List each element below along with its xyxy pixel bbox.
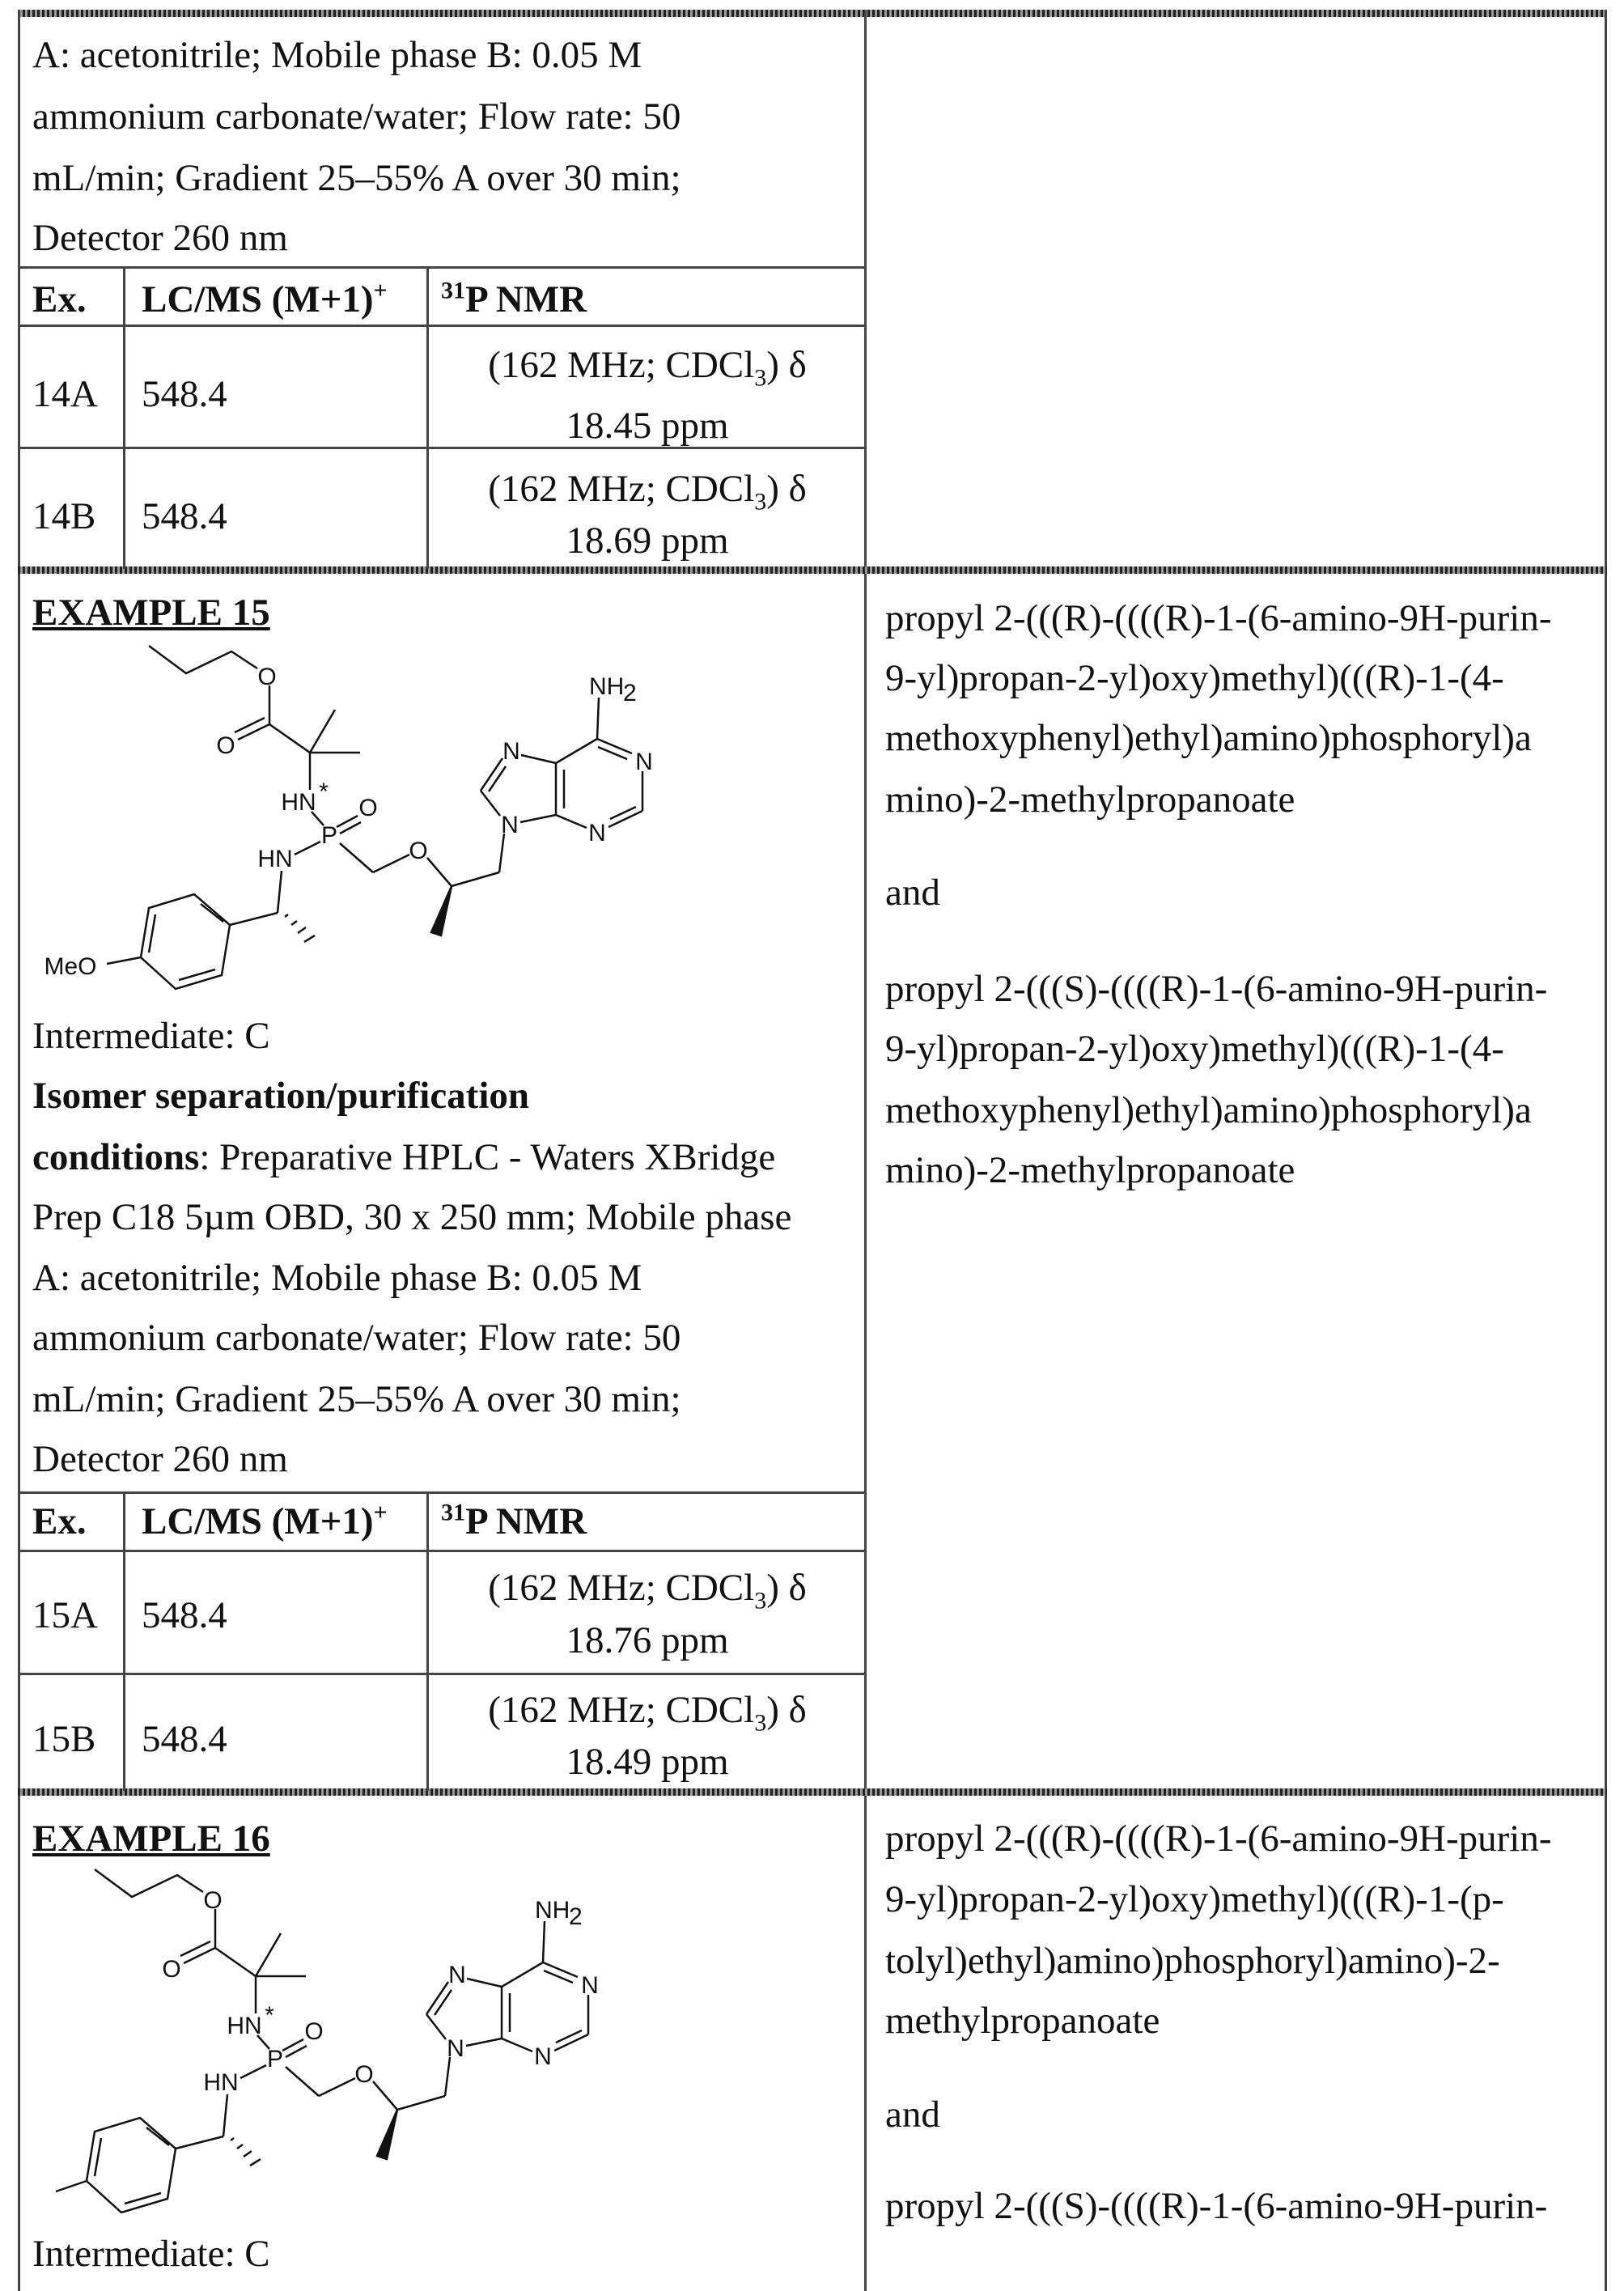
cell-ex: 15B [32,1709,95,1770]
conditions-text: : Preparative HPLC - Waters XBridge [199,1136,775,1178]
compound-name-line: propyl 2-(((S)-((((R)-1-(6-amino-9H-purin- [885,959,1547,1020]
atom-label: 2 [569,1903,583,1930]
atom-label: HN [281,789,316,816]
nmr-sub: 3 [754,488,766,515]
nmr-text: ) δ [766,1689,807,1731]
atom-label: NH [535,1897,570,1924]
atom-label: HN [203,2069,238,2096]
atom-label: N [534,2043,552,2070]
compound-name-line: propyl 2-(((R)-((((R)-1-(6-amino-9H-purin- [885,1809,1552,1869]
example-16-structure [56,1869,599,2213]
atom-label: HN [227,2013,261,2039]
table-right-border [1605,10,1607,2291]
compound-name-line: 9-yl)propan-2-yl)oxy)methyl)(((R)-1-(4- [885,1019,1504,1080]
conditions-line: A: acetonitrile; Mobile phase B: 0.05 M [32,1248,642,1309]
example-16-title: EXAMPLE 16 [32,1809,270,1869]
nmr-text: (162 MHz; CDCl [488,344,754,386]
atom-label: NH [589,673,624,700]
atom-label: P [267,2046,283,2073]
conditions-line: A: acetonitrile; Mobile phase B: 0.05 M [32,25,642,86]
conditions-line: Detector 260 nm [32,1429,288,1490]
atom-label: O [203,1887,222,1914]
cell-ex: 14A [32,364,98,425]
nmr-text: (162 MHz; CDCl [488,1567,754,1609]
conditions-line: mL/min; Gradient 25–55% A over 30 min; [32,148,681,209]
atom-label: O [216,732,235,759]
nmr-text: ) δ [766,344,807,386]
compound-name-line: methoxyphenyl)ethyl)amino)phosphoryl)a [885,1080,1532,1141]
conditions-line: Prep C18 5µm OBD, 30 x 250 mm; Mobile phase [32,1187,791,1248]
header-nmr-text: P NMR [465,278,587,320]
and-text: and [885,2085,940,2145]
compound-name-line: tolyl)ethyl)amino)phosphoryl)amino)-2- [885,1931,1500,1992]
nmr-text: ) δ [766,1567,807,1609]
nmr-sub: 3 [754,364,766,391]
atom-label: O [304,2018,323,2045]
atom-label: O [409,838,427,864]
atom-label: N [502,738,520,765]
nmr-sub: 3 [754,1709,766,1736]
cell-lcms: 548.4 [142,486,227,547]
compound-name-line: 9-yl)propan-2-yl)oxy)methyl)(((R)-1-(p- [885,1869,1504,1930]
atom-label: O [257,664,276,690]
nmr-text: (162 MHz; CDCl [488,1689,754,1731]
intermediate-label: Intermediate: C [32,2224,270,2285]
conditions-line: mL/min; Gradient 25–55% A over 30 min; [32,1369,681,1430]
conditions-line: Detector 260 nm [32,208,288,269]
cell-lcms: 548.4 [142,1585,227,1646]
header-nmr-isotope: 31 [441,277,465,303]
nmr-sub: 3 [754,1587,766,1614]
atom-label: O [162,1956,180,1983]
cell-ex: 15A [32,1585,98,1646]
nmr-text: (162 MHz; CDCl [488,468,754,510]
header-nmr-isotope: 31 [441,1499,465,1525]
conditions-heading: conditions [32,1136,199,1178]
compound-name-line: 9-yl)propan-2-yl)oxy)methyl)(((R)-1-(4- [885,648,1504,709]
example-15-structure [44,646,652,989]
header-ex: Ex. [32,1491,87,1552]
atom-label: * [265,2002,274,2029]
header-lcms-sup: + [374,1499,388,1525]
and-text: and [885,863,940,923]
conditions-line: ammonium carbonate/water; Flow rate: 50 [32,87,681,147]
compound-name-line: propyl 2-(((S)-((((R)-1-(6-amino-9H-purin- [885,2176,1547,2237]
atom-label: O [354,2061,373,2088]
cell-lcms: 548.4 [142,364,227,425]
header-ex: Ex. [32,269,87,330]
header-lcms-sup: + [374,277,388,303]
atom-label: MeO [44,953,96,980]
atom-label: N [448,1962,466,1988]
atom-label: O [358,795,377,821]
compound-name-line: methoxyphenyl)ethyl)amino)phosphoryl)a [885,708,1532,769]
cell-lcms: 548.4 [142,1709,227,1770]
intermediate-label: Intermediate: C [32,1006,270,1067]
compound-name-line: mino)-2-methylpropanoate [885,1140,1295,1201]
cell-nmr-line2: 18.49 ppm [429,1732,866,1792]
atom-label: HN [257,846,292,872]
atom-label: N [501,812,519,838]
conditions-line: ammonium carbonate/water; Flow rate: 50 [32,1308,681,1368]
header-nmr-text: P NMR [465,1500,587,1542]
atom-label: * [319,779,329,805]
compound-name-line: propyl 2-(((R)-((((R)-1-(6-amino-9H-purin- [885,588,1552,649]
chemical-structures [0,0,858,2266]
nmr-text: ) δ [766,468,807,510]
cell-nmr-line2: 18.69 ppm [429,511,866,571]
header-lcms-text: LC/MS (M+1) [142,1500,374,1542]
example-15-title: EXAMPLE 15 [32,583,270,643]
cell-ex: 14B [32,486,95,547]
atom-label: P [321,822,337,849]
atom-label: N [447,2035,464,2062]
atom-label: 2 [623,680,637,706]
atom-label: N [581,1972,599,1999]
compound-name-line: methylpropanoate [885,1991,1160,2051]
cell-nmr-line2: 18.76 ppm [429,1610,866,1671]
atom-label: N [588,820,606,846]
atom-label: N [635,749,653,775]
header-lcms-text: LC/MS (M+1) [142,278,374,320]
compound-name-line: mino)-2-methylpropanoate [885,770,1295,830]
isomer-heading: Isomer separation/purification [32,1066,529,1126]
cell-nmr-line2: 18.45 ppm [429,396,866,456]
